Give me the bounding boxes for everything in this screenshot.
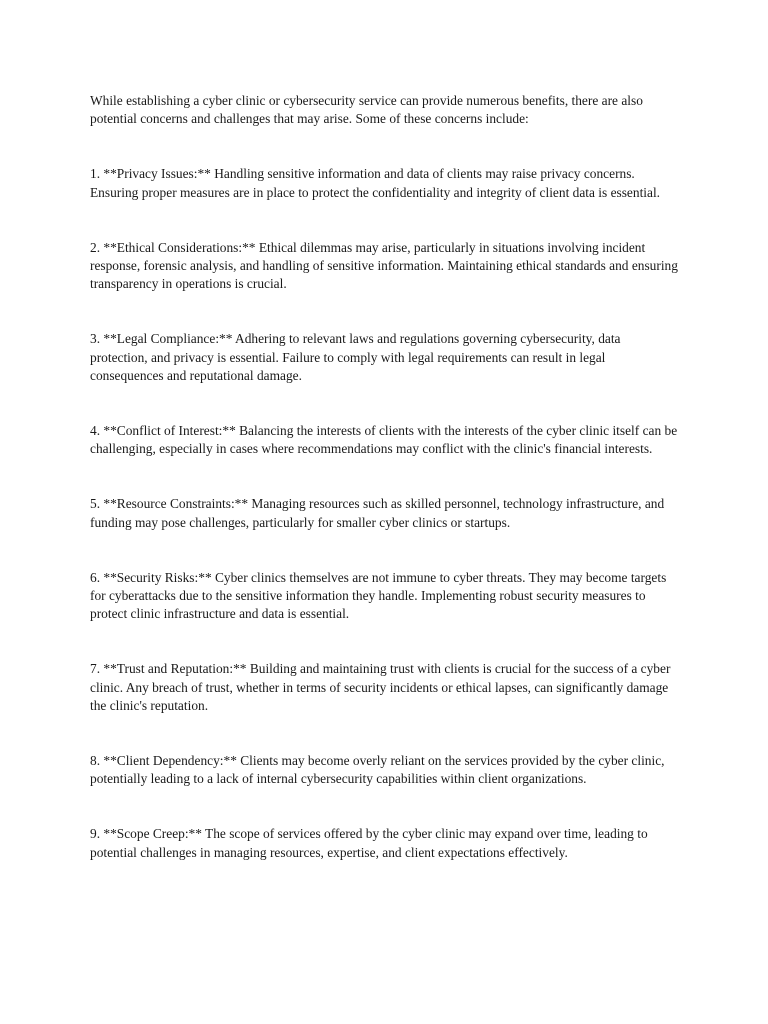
- list-item-client-dependency: 8. **Client Dependency:** Clients may become overly reliant on the services provided by the cyber clinic, potentially leading to a lack of internal cybersecurity capabilities within client organizations.: [90, 753, 665, 787]
- document-body: [90, 92, 680, 862]
- list-item-conflict-of-interest: 4. **Conflict of Interest:** Balancing the interests of clients with the interests of the cyber clinic itself can be challenging, especially in cases where recommendations may conflict with the clinic's financial interests.: [90, 423, 678, 457]
- list-item-privacy-issues: 1. **Privacy Issues:** Handling sensitive information and data of clients may raise privacy concerns. Ensuring proper measures are in place to protect the confidentiality and integrity of client data is essential.: [90, 166, 661, 200]
- list-item-security-risks: 6. **Security Risks:** Cyber clinics themselves are not immune to cyber threats. They may become targets for cyberattacks due to the sensitive information they handle. Implementing robust security measures to protect clinic infrastructure and data is essential.: [90, 569, 667, 622]
- list-item-ethical-considerations: 2. **Ethical Considerations:** Ethical dilemmas may arise, particularly in situations involving incident response, forensic analysis, and handling of sensitive information. Maintaining ethical standards and ensuring transparency in operations is crucial.: [90, 239, 678, 292]
- list-item-trust-and-reputation: 7. **Trust and Reputation:** Building and maintaining trust with clients is crucial for the success of a cyber clinic. Any breach of trust, whether in terms of security incidents or ethical lapses, can significantly damage the clinic's reputation.: [90, 661, 671, 713]
- list-item-resource-constraints: 5. **Resource Constraints:** Managing resources such as skilled personnel, technology infrastructure, and funding may pose challenges, particularly for smaller cyber clinics or startups.: [90, 496, 665, 530]
- list-item-scope-creep: 9. **Scope Creep:** The scope of services offered by the cyber clinic may expand over time, leading to potential challenges in managing resources, expertise, and client expectations effectively.: [90, 826, 648, 860]
- intro-paragraph: While establishing a cyber clinic or cybersecurity service can provide numerous benefits, there are also potential concerns and challenges that may arise. Some of these concerns include:: [90, 93, 643, 127]
- list-item-legal-compliance: 3. **Legal Compliance:** Adhering to relevant laws and regulations governing cybersecurity, data protection, and privacy is essential. Failure to comply with legal requirements can result in legal consequences and reputational damage.: [90, 331, 621, 383]
